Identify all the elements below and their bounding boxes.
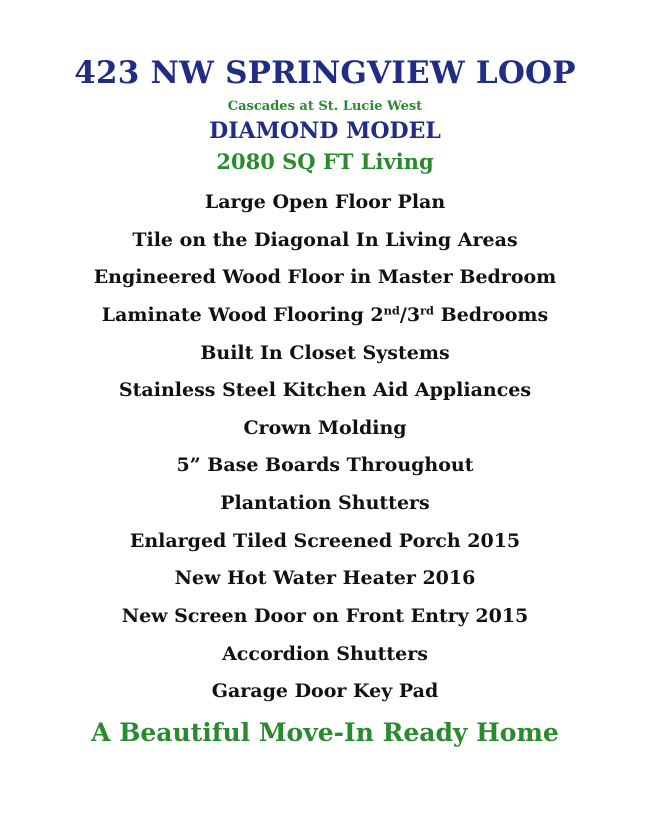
feature-item: Engineered Wood Floor in Master Bedroom: [93, 266, 557, 288]
feature-item-laminate: [20, 303, 630, 326]
tagline: A Beautiful Move-In Ready Home: [91, 718, 559, 747]
laminate-middle: /3: [399, 304, 421, 326]
feature-item: Crown Molding: [243, 417, 407, 439]
laminate-suffix: Bedrooms: [434, 304, 549, 326]
feature-item: Plantation Shutters: [220, 492, 430, 514]
feature-item: Built In Closet Systems: [200, 342, 450, 364]
model-name: DIAMOND MODEL: [209, 118, 441, 144]
property-address-title: 423 NW SPRINGVIEW LOOP: [74, 55, 576, 91]
feature-item: New Hot Water Heater 2016: [174, 567, 476, 589]
feature-item: Accordion Shutters: [222, 643, 428, 665]
feature-item: Enlarged Tiled Screened Porch 2015: [129, 530, 521, 552]
feature-item: New Screen Door on Front Entry 2015: [121, 605, 529, 627]
feature-item: Tile on the Diagonal In Living Areas: [132, 229, 518, 251]
feature-item: 5” Base Boards Throughout: [176, 454, 474, 476]
square-footage: 2080 SQ FT Living: [216, 149, 434, 174]
feature-item: Garage Door Key Pad: [211, 680, 439, 702]
laminate-sup-nd: nd: [383, 303, 400, 318]
community-name: Cascades at St. Lucie West: [227, 99, 423, 114]
laminate-sup-rd: rd: [420, 303, 435, 318]
feature-item: Large Open Floor Plan: [204, 191, 446, 213]
laminate-prefix: Laminate Wood Flooring 2: [101, 304, 384, 326]
feature-item: Stainless Steel Kitchen Aid Appliances: [118, 379, 532, 401]
